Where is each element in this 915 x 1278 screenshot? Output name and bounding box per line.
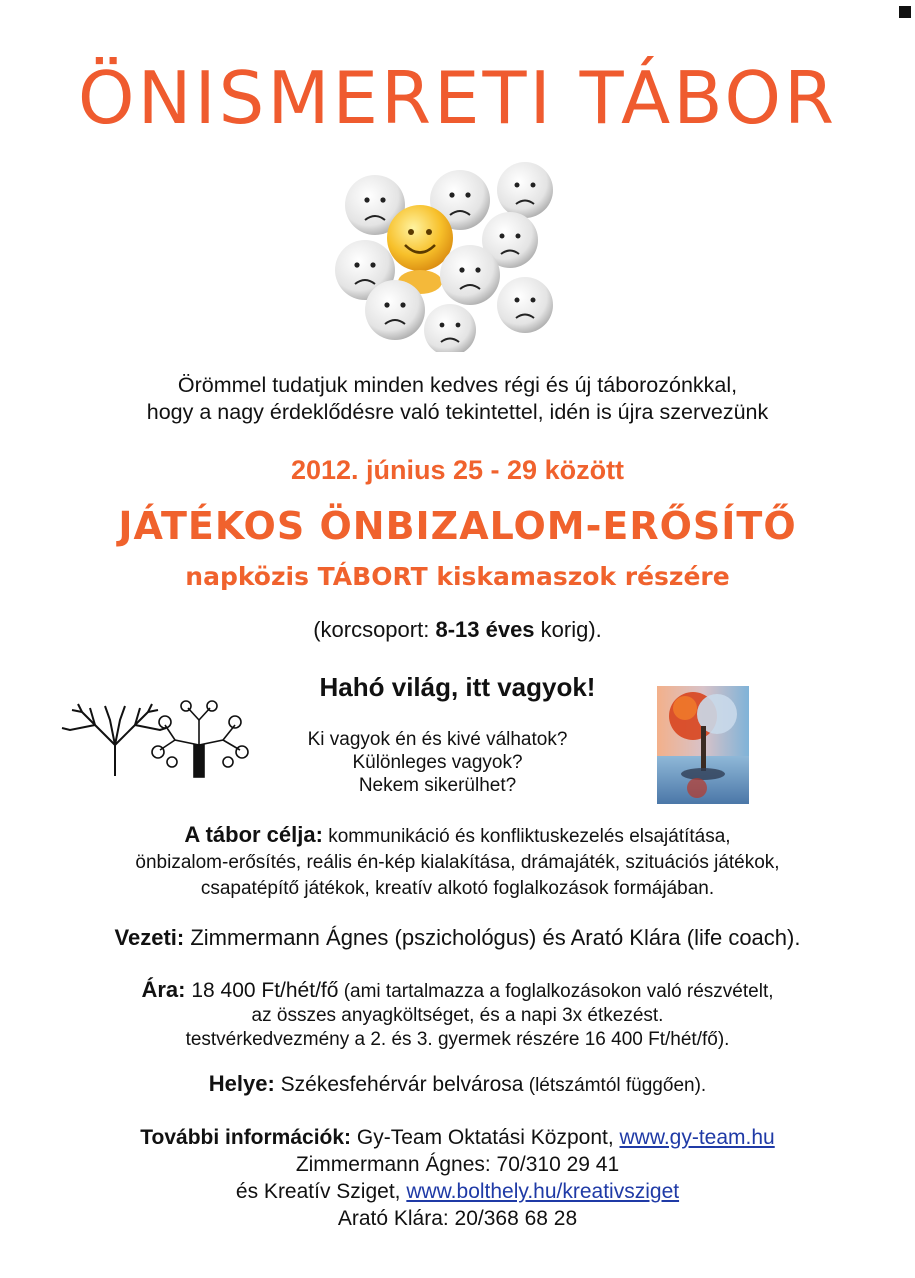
price-label: Ára: (141, 977, 186, 1002)
price-line-3: testvérkedvezmény a 2. és 3. gyermek részére 16 400 Ft/hét/fő). (185, 1029, 730, 1050)
kreativsziget-link[interactable]: www.bolthely.hu/kreativsziget (406, 1180, 680, 1203)
camp-subheadline: napközis TÁBORT kiskamaszok részére (185, 562, 730, 591)
camp-price (0, 978, 915, 1052)
sad-face-icon (497, 277, 553, 333)
place-text: Székesfehérvár belvárosa (274, 1073, 524, 1096)
camp-aim (0, 822, 915, 902)
info-contact-2: Arató Klára: 20/368 68 28 (337, 1207, 578, 1230)
aim-line-2: önbizalom-erősítés, reális én-kép kialakítása, drámajáték, szituációs játékok, (135, 852, 780, 873)
question-list (280, 728, 595, 797)
page-title: ÖNISMERETI TÁBOR (77, 56, 838, 140)
tree-drawings (60, 700, 268, 780)
question-item: Különleges vagyok? (352, 752, 523, 773)
age-before: (korcsoport: (313, 617, 436, 642)
age-after: korig). (534, 617, 602, 642)
question-item: Ki vagyok én és kivé válhatok? (307, 729, 568, 750)
price-line-2: az összes anyagköltséget, és a napi 3x étkezést. (251, 1005, 664, 1026)
price-line-1: (ami tartalmazza a foglalkozásokon való részvételt, (338, 981, 774, 1002)
sad-face-icon (365, 280, 425, 340)
intro-text (0, 372, 915, 426)
camp-place (0, 1071, 915, 1097)
leaders-text: Zimmermann Ágnes (pszichológus) és Arató Klára (life coach). (184, 925, 801, 950)
gy-team-link[interactable]: www.gy-team.hu (619, 1126, 775, 1149)
aim-line-1: kommunikáció és konfliktuskezelés elsajátítása, (322, 826, 731, 847)
sad-face-icon (497, 162, 553, 218)
sad-face-icon (440, 245, 500, 305)
scan-corner-mark (899, 6, 911, 18)
fractal-tree-icon (152, 701, 248, 777)
intro-line-1: Örömmel tudatjuk minden kedves régi és új táborozónkkal, (177, 373, 738, 397)
slogan: Hahó világ, itt vagyok! (319, 672, 596, 702)
info-label: További információk: (140, 1126, 352, 1149)
more-info (0, 1124, 915, 1232)
camp-headline: JÁTÉKOS ÖNBIZALOM-ERŐSÍTŐ (118, 504, 797, 548)
bare-tree-icon (62, 704, 166, 776)
age-group (0, 617, 915, 643)
aim-label: A tábor célja: (184, 822, 323, 847)
place-label: Helye: (208, 1071, 275, 1096)
sad-face-icon (424, 304, 476, 352)
leaders-label: Vezeti: (114, 925, 185, 950)
aim-line-3: csapatépítő játékok, kreatív alkotó foglalkozások formájában. (200, 878, 715, 899)
smiley-faces-image (335, 160, 560, 352)
info-org-1: Gy-Team Oktatási Központ, (351, 1126, 620, 1149)
camp-date: 2012. június 25 - 29 között (290, 455, 625, 485)
tree-painting-image (657, 686, 749, 804)
price-amount: 18 400 Ft/hét/fő (185, 979, 339, 1002)
place-note: (létszámtól függően). (523, 1075, 707, 1096)
intro-line-2: hogy a nagy érdeklődésre való tekintettel, idén is újra szervezünk (146, 400, 769, 424)
question-item: Nekem sikerülhet? (358, 775, 517, 796)
info-contact-1: Zimmermann Ágnes: 70/310 29 41 (295, 1153, 620, 1176)
camp-leaders (0, 925, 915, 951)
info-org-2: és Kreatív Sziget, (235, 1180, 407, 1203)
age-range: 8-13 éves (435, 617, 535, 642)
